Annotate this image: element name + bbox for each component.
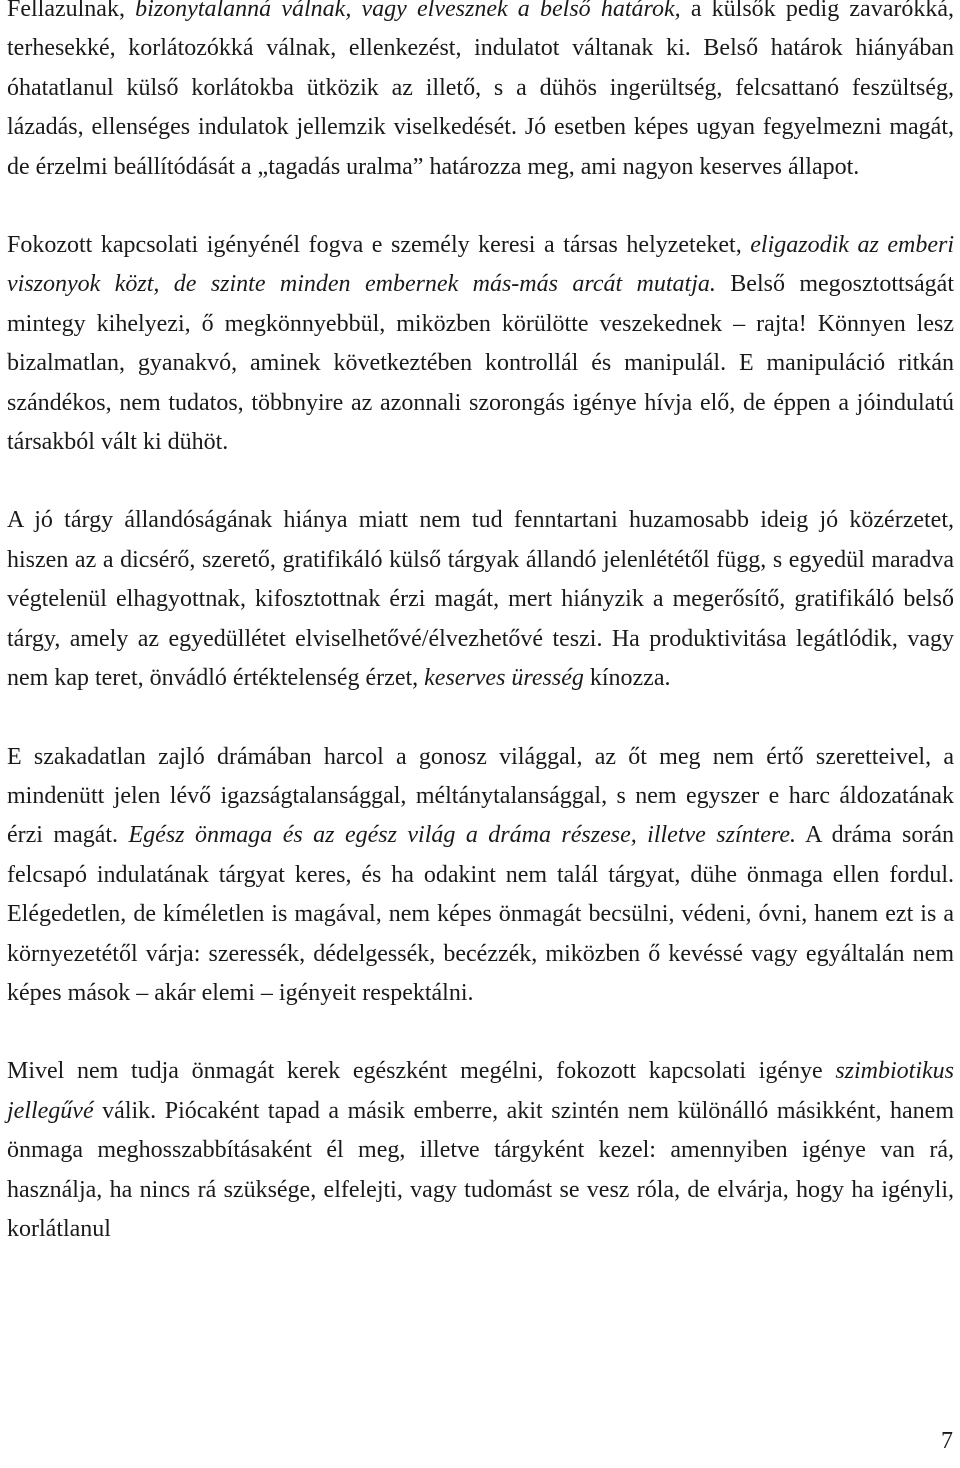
italic-text-run: szimbiotikus jellegűvé	[7, 1058, 954, 1124]
text-run: kínozza.	[583, 665, 671, 692]
text-run: Fellazulnak,	[7, 0, 136, 22]
text-run: Belső megosztottságát mintegy kihelyezi, ő megkönnyebbül, miközben körülötte veszekednek – rajta! Könnyen lesz bizalmatlan, gyanakvó, aminek következtében kontrollál és manipulál. E manipuláció ritkán szándékos, nem tudatos, többnyire az azonnali szorongás igénye hívja elő, de éppen a jóindulatú társakból vált ki dühöt.	[7, 271, 954, 456]
paragraph-3	[7, 501, 954, 698]
text-run: A dráma során felcsapó indulatának tárgyat keres, és ha odakint nem talál tárgyat, dühe önmaga ellen fordul. Elégedetlen, de kíméletlen is magával, nem képes önmagát becsülni, védeni, óvni, hanem ezt is a környezetétől várja: szeressék, dédelgessék, becézzék, miközben ő kevéssé vagy egyáltalán nem képes mások – akár elemi – igényeit respektálni.	[7, 822, 955, 1006]
italic-text-run: eligazodik az emberi viszonyok közt, de szinte minden embernek más-más arcát mutatja.	[7, 232, 954, 298]
text-run: A jó tárgy állandóságának hiánya miatt nem tud fenntartani huzamosabb ideig jó közérzetet, hiszen az a dicsérő, szerető, gratifikáló külső tárgyak állandó jelenlététől függ, s egyedül maradva végtelenül elhagyottnak, kifosztottnak érzi magát, mert hiányzik a megerősítő, gratifikáló belső tárgy, amely az egyedüllétet elviselhetővé/élvezhetővé teszi. Ha produktivitása legátlódik, vagy nem kap teret, önvádló értéktelenség érzet,	[7, 507, 954, 692]
text-run: E szakadatlan zajló drámában harcol a gonosz világgal, az őt meg nem értő szeretteivel, a mindenütt jelen lévő igazságtalansággal, méltánytalansággal, s nem egyszer e harc áldozatának érzi magát.	[7, 743, 954, 849]
text-run: a külsők pedig zavarókká, terhesekké, korlátozókká válnak, ellenkezést, indulatot váltanak ki. Belső határok hiányában óhatatlanul külső korlátokba ütközik az illető, s a dühös ingerültség, felcsattanó feszültség, lázadás, ellenséges indulatok jellemzik viselkedését. Jó esetben képes ugyan fegyelmezni magát, de érzelmi beállítódását a „tagadás uralma” határozza meg, ami nagyon keserves állapot.	[7, 0, 954, 180]
italic-text-run: bizonytalanná válnak, vagy elvesznek a belső határok,	[135, 0, 681, 22]
text-run: válik. Piócaként tapad a másik emberre, akit szintén nem különálló másikként, hanem önmaga meghosszabbításaként él meg, illetve tárgyként kezel: amennyiben igénye van rá, használja, ha nincs rá szüksége, elfelejti, vagy tudomást se vesz róla, de elvárja, hogy ha igényli, korlátlanul	[7, 1097, 954, 1242]
page-number: 7	[941, 1428, 953, 1454]
text-run: Mivel nem tudja önmagát kerek egészként megélni, fokozott kapcsolati igénye	[7, 1058, 836, 1085]
italic-text-run: Egész önmaga és az egész világ a dráma részese, illetve színtere.	[128, 822, 797, 849]
paragraph-4	[7, 738, 954, 1014]
text-run: Fokozott kapcsolati igényénél fogva e személy keresi a társas helyzeteket,	[7, 232, 751, 259]
paragraph-2	[7, 226, 954, 462]
paragraph-5	[7, 1052, 954, 1249]
italic-text-run: keserves üresség	[424, 665, 584, 692]
paragraph-1	[7, 0, 954, 187]
